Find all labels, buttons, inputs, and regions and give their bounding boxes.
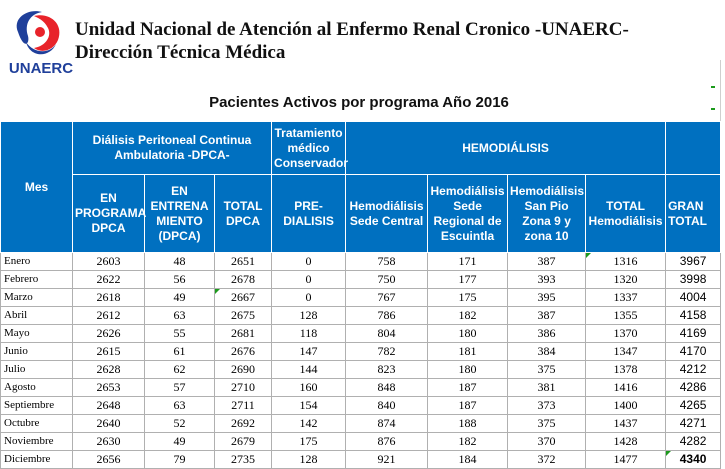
cell-hemo-sanpio: 386 (508, 325, 586, 343)
cell-entrenamiento: 79 (145, 451, 215, 469)
cell-entrenamiento: 49 (145, 289, 215, 307)
cell-entrenamiento: 61 (145, 343, 215, 361)
cell-en-programa: 2626 (73, 325, 145, 343)
cell-pre-dialisis: 144 (272, 361, 346, 379)
cell-hemo-central: 767 (346, 289, 428, 307)
cell-en-programa: 2628 (73, 361, 145, 379)
cell-en-programa: 2640 (73, 415, 145, 433)
cell-hemo-central: 840 (346, 397, 428, 415)
cell-hemo-escuintla: 184 (428, 451, 508, 469)
header-total-hemo: TOTAL Hemodiálisis (586, 175, 666, 253)
cell-total-dpca: 2681 (215, 325, 272, 343)
table-row (1, 379, 721, 397)
table-row (1, 325, 721, 343)
cell-total-dpca: 2735 (215, 451, 272, 469)
cell-total-dpca: 2679 (215, 433, 272, 451)
cell-total-dpca: 2678 (215, 271, 272, 289)
cell-total-hemo: 1400 (586, 397, 666, 415)
cell-gran-total: 3967 (666, 253, 721, 271)
cell-total-hemo: 1477 (586, 451, 666, 469)
header-en-entrenamiento: EN ENTRENA MIENTO (DPCA) (145, 175, 215, 253)
cell-gran-total: 4158 (666, 307, 721, 325)
cell-en-programa: 2656 (73, 451, 145, 469)
table-row (1, 253, 721, 271)
table-row (1, 271, 721, 289)
cell-en-programa: 2622 (73, 271, 145, 289)
cell-total-dpca: 2676 (215, 343, 272, 361)
cell-marker (586, 253, 591, 258)
cell-pre-dialisis: 0 (272, 271, 346, 289)
table-row (1, 343, 721, 361)
cell-hemo-central: 758 (346, 253, 428, 271)
cell-pre-dialisis: 0 (272, 289, 346, 307)
cell-mes: Junio (1, 343, 73, 361)
cell-pre-dialisis: 128 (272, 451, 346, 469)
cell-hemo-central: 786 (346, 307, 428, 325)
cell-total-dpca: 2651 (215, 253, 272, 271)
header-pre-dialisis: PRE-DIALISIS (272, 175, 346, 253)
table-row (1, 289, 721, 307)
cell-en-programa: 2630 (73, 433, 145, 451)
header-hemo-sanpio: Hemodiálisis San Pio Zona 9 y zona 10 (508, 175, 586, 253)
header-total-dpca: TOTAL DPCA (215, 175, 272, 253)
header-hemo-escuintla: Hemodiálisis Sede Regional de Escuintla (428, 175, 508, 253)
cell-hemo-escuintla: 175 (428, 289, 508, 307)
cell-hemo-sanpio: 393 (508, 271, 586, 289)
cell-marker (215, 289, 220, 294)
cell-total-dpca: 2667 (215, 289, 272, 307)
cell-hemo-escuintla: 182 (428, 307, 508, 325)
cell-hemo-central: 782 (346, 343, 428, 361)
cell-pre-dialisis: 128 (272, 307, 346, 325)
cell-mes: Octubre (1, 415, 73, 433)
org-header (75, 18, 629, 64)
kidney-logo-icon (4, 2, 70, 62)
cell-total-dpca: 2692 (215, 415, 272, 433)
cell-mes: Abril (1, 307, 73, 325)
cell-hemo-escuintla: 180 (428, 325, 508, 343)
cell-pre-dialisis: 175 (272, 433, 346, 451)
cell-entrenamiento: 63 (145, 397, 215, 415)
cell-total-hemo: 1416 (586, 379, 666, 397)
cell-mes: Septiembre (1, 397, 73, 415)
cell-total-dpca: 2690 (215, 361, 272, 379)
cell-hemo-escuintla: 187 (428, 397, 508, 415)
patients-table (0, 121, 721, 469)
cell-pre-dialisis: 118 (272, 325, 346, 343)
cell-hemo-sanpio: 384 (508, 343, 586, 361)
cell-hemo-sanpio: 372 (508, 451, 586, 469)
cell-mes: Noviembre (1, 433, 73, 451)
table-title: Pacientes Activos por programa Año 2016 (209, 94, 509, 111)
cell-en-programa: 2618 (73, 289, 145, 307)
cell-entrenamiento: 52 (145, 415, 215, 433)
cell-hemo-central: 750 (346, 271, 428, 289)
cell-hemo-central: 848 (346, 379, 428, 397)
cell-hemo-sanpio: 381 (508, 379, 586, 397)
cell-total-hemo: 1437 (586, 415, 666, 433)
cell-gran-total: 4004 (666, 289, 721, 307)
cell-gran-total: 4212 (666, 361, 721, 379)
cell-entrenamiento: 57 (145, 379, 215, 397)
table-body (1, 253, 721, 469)
table-row (1, 415, 721, 433)
cell-total-hemo: 1347 (586, 343, 666, 361)
cell-hemo-sanpio: 375 (508, 361, 586, 379)
cell-total-hemo: 1428 (586, 433, 666, 451)
cell-hemo-sanpio: 395 (508, 289, 586, 307)
cell-hemo-sanpio: 373 (508, 397, 586, 415)
cell-mes: Enero (1, 253, 73, 271)
header-mes: Mes (1, 122, 73, 253)
cell-total-dpca: 2710 (215, 379, 272, 397)
table-row (1, 361, 721, 379)
header-blank (666, 122, 721, 175)
cell-mes: Diciembre (1, 451, 73, 469)
header-en-programa: EN PROGRAMA DPCA (73, 175, 145, 253)
org-name: Unidad Nacional de Atención al Enfermo Renal Cronico -UNAERC- (75, 19, 629, 40)
header-tmc-group: Tratamiento médico Conservador (272, 122, 346, 175)
cell-hemo-escuintla: 171 (428, 253, 508, 271)
cell-en-programa: 2615 (73, 343, 145, 361)
org-department: Dirección Técnica Médica (75, 42, 286, 63)
cell-pre-dialisis: 154 (272, 397, 346, 415)
cell-hemo-escuintla: 177 (428, 271, 508, 289)
cell-total-dpca: 2711 (215, 397, 272, 415)
cell-total-hemo: 1378 (586, 361, 666, 379)
cell-hemo-escuintla: 180 (428, 361, 508, 379)
cell-en-programa: 2603 (73, 253, 145, 271)
cell-mes: Mayo (1, 325, 73, 343)
cell-marker (711, 86, 715, 88)
table-row (1, 451, 721, 469)
cell-total-hemo: 1355 (586, 307, 666, 325)
cell-pre-dialisis: 147 (272, 343, 346, 361)
cell-hemo-escuintla: 181 (428, 343, 508, 361)
unaerc-logo (4, 2, 74, 80)
cell-hemo-escuintla: 188 (428, 415, 508, 433)
cell-mes: Febrero (1, 271, 73, 289)
cell-gran-total: 4265 (666, 397, 721, 415)
cell-gran-total: 4169 (666, 325, 721, 343)
cell-gran-total: 4282 (666, 433, 721, 451)
cell-mes: Julio (1, 361, 73, 379)
cell-total-hemo: 1370 (586, 325, 666, 343)
cell-entrenamiento: 55 (145, 325, 215, 343)
cell-mes: Marzo (1, 289, 73, 307)
cell-hemo-central: 874 (346, 415, 428, 433)
cell-total-dpca: 2675 (215, 307, 272, 325)
cell-hemo-sanpio: 370 (508, 433, 586, 451)
header-hemo-group: HEMODIÁLISIS (346, 122, 666, 175)
cell-en-programa: 2612 (73, 307, 145, 325)
cell-hemo-sanpio: 375 (508, 415, 586, 433)
cell-marker (711, 108, 715, 110)
cell-hemo-sanpio: 387 (508, 307, 586, 325)
cell-pre-dialisis: 142 (272, 415, 346, 433)
cell-hemo-central: 921 (346, 451, 428, 469)
cell-hemo-escuintla: 187 (428, 379, 508, 397)
cell-entrenamiento: 56 (145, 271, 215, 289)
cell-gran-total: 3998 (666, 271, 721, 289)
cell-hemo-escuintla: 182 (428, 433, 508, 451)
cell-mes: Agosto (1, 379, 73, 397)
cell-en-programa: 2653 (73, 379, 145, 397)
cell-total-hemo: 1316 (586, 253, 666, 271)
cell-hemo-central: 804 (346, 325, 428, 343)
cell-total-hemo: 1337 (586, 289, 666, 307)
header-hemo-central: Hemodiálisis Sede Central (346, 175, 428, 253)
cell-entrenamiento: 63 (145, 307, 215, 325)
cell-pre-dialisis: 160 (272, 379, 346, 397)
cell-entrenamiento: 48 (145, 253, 215, 271)
header-gran-total: GRAN TOTAL (666, 175, 721, 253)
table-row (1, 307, 721, 325)
cell-hemo-central: 823 (346, 361, 428, 379)
cell-hemo-sanpio: 387 (508, 253, 586, 271)
logo-text: UNAERC (8, 60, 74, 77)
cell-gran-total: 4271 (666, 415, 721, 433)
cell-marker (666, 451, 671, 456)
cell-total-hemo: 1320 (586, 271, 666, 289)
cell-en-programa: 2648 (73, 397, 145, 415)
cell-gran-total: 4340 (666, 451, 721, 469)
header-row-columns (1, 175, 721, 253)
cell-entrenamiento: 49 (145, 433, 215, 451)
table-row (1, 433, 721, 451)
table-row (1, 397, 721, 415)
cell-pre-dialisis: 0 (272, 253, 346, 271)
cell-gran-total: 4286 (666, 379, 721, 397)
cell-hemo-central: 876 (346, 433, 428, 451)
patients-table-container (0, 121, 720, 469)
header-row-groups (1, 122, 721, 175)
cell-entrenamiento: 62 (145, 361, 215, 379)
header-dpca-group: Diálisis Peritoneal Continua Ambulatoria -DPCA- (73, 122, 272, 175)
cell-gran-total: 4170 (666, 343, 721, 361)
